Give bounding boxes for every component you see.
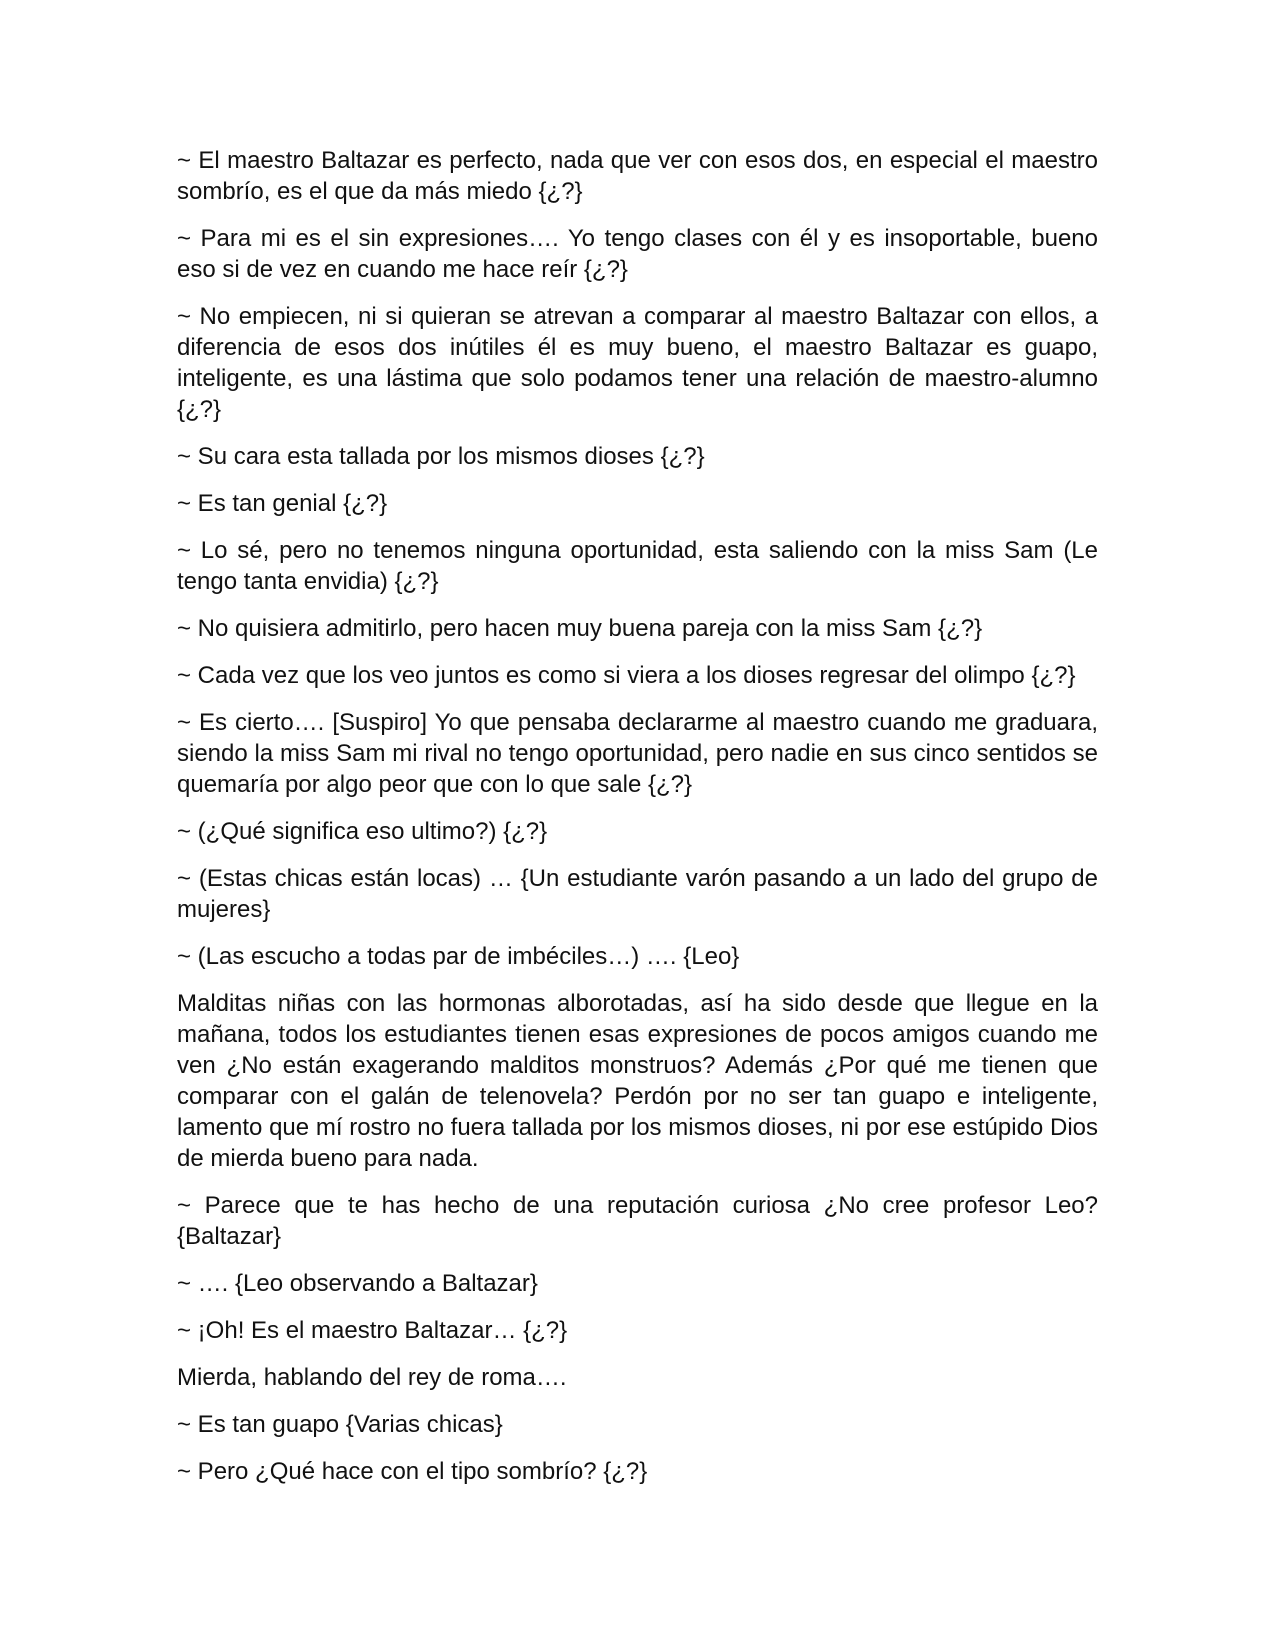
narration-line: Mierda, hablando del rey de roma…. — [177, 1364, 567, 1391]
dialogue-line-16: ~ Es tan guapo {Varias chicas} — [177, 1411, 503, 1438]
dialogue-line-13: ~ Parece que te has hecho de una reputación curiosa ¿No cree profesor Leo? {Baltazar} — [177, 1192, 1098, 1250]
dialogue-line-6: ~ Lo sé, pero no tenemos ninguna oportunidad, esta saliendo con la miss Sam (Le tengo tanta envidia) {¿?} — [177, 537, 1098, 595]
dialogue-line-7: ~ No quisiera admitirlo, pero hacen muy buena pareja con la miss Sam {¿?} — [177, 615, 983, 642]
dialogue-line-14: ~ …. {Leo observando a Baltazar} — [177, 1270, 538, 1297]
dialogue-line-8: ~ Cada vez que los veo juntos es como si viera a los dioses regresar del olimpo {¿?} — [177, 662, 1076, 689]
dialogue-line-1: ~ El maestro Baltazar es perfecto, nada que ver con esos dos, en especial el maestro sombrío, es el que da más miedo {¿?} — [177, 147, 1098, 205]
dialogue-line-10: ~ (¿Qué significa eso ultimo?) {¿?} — [177, 818, 548, 845]
dialogue-line-3: ~ No empiecen, ni si quieran se atrevan a comparar al maestro Baltazar con ellos, a diferencia de esos dos inútiles él es muy bueno, el maestro Baltazar es guapo, inteligente, es una lástima que solo podamos tener una relación de maestro-alumno {¿?} — [177, 303, 1098, 423]
dialogue-line-4: ~ Su cara esta tallada por los mismos dioses {¿?} — [177, 443, 705, 470]
dialogue-line-2: ~ Para mi es el sin expresiones…. Yo tengo clases con él y es insoportable, bueno eso si de vez en cuando me hace reír {¿?} — [177, 225, 1098, 283]
dialogue-line-15: ~ ¡Oh! Es el maestro Baltazar… {¿?} — [177, 1317, 568, 1344]
dialogue-line-11: ~ (Estas chicas están locas) … {Un estudiante varón pasando a un lado del grupo de mujeres} — [177, 865, 1098, 923]
dialogue-line-12: ~ (Las escucho a todas par de imbéciles…) …. {Leo} — [177, 943, 740, 970]
dialogue-line-5: ~ Es tan genial {¿?} — [177, 490, 388, 517]
dialogue-line-9: ~ Es cierto…. [Suspiro] Yo que pensaba declararme al maestro cuando me graduara, siendo la miss Sam mi rival no tengo oportunidad, pero nadie en sus cinco sentidos se quemaría por algo peor que con lo que sale {¿?} — [177, 709, 1098, 798]
narration-paragraph: Malditas niñas con las hormonas alborotadas, así ha sido desde que llegue en la mañana, todos los estudiantes tienen esas expresiones de pocos amigos cuando me ven ¿No están exagerando malditos monstruos? Además ¿Por qué me tienen que comparar con el galán de telenovela? Perdón por no ser tan guapo e inteligente, lamento que mí rostro no fuera tallada por los mismos dioses, ni por ese estúpido Dios de mierda bueno para nada. — [177, 990, 1098, 1172]
dialogue-line-17: ~ Pero ¿Qué hace con el tipo sombrío? {¿?} — [177, 1458, 648, 1485]
document-body — [177, 145, 1098, 1503]
